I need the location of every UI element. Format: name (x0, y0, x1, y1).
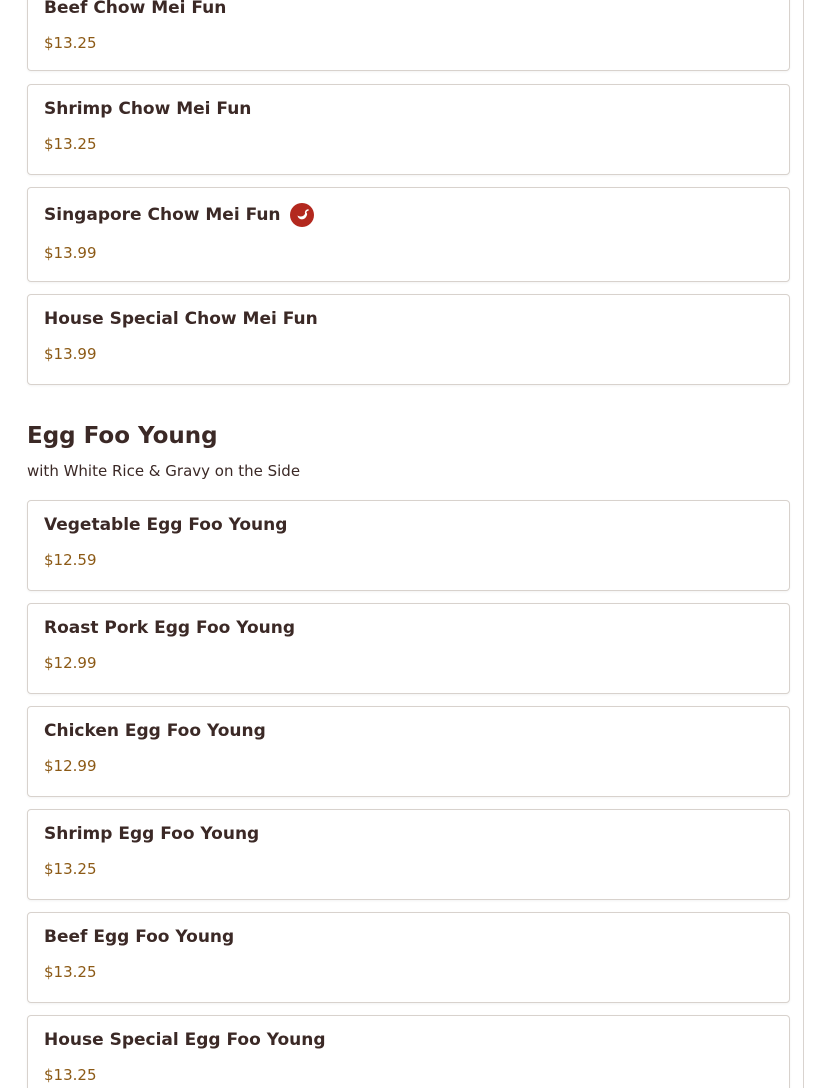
menu-item-name: Roast Pork Egg Foo Young (44, 618, 296, 638)
menu-item-price: $12.99 (44, 654, 97, 672)
menu-item-price: $13.99 (44, 345, 97, 363)
menu-item-name: House Special Chow Mei Fun (44, 309, 318, 329)
menu-item-card[interactable] (27, 500, 790, 591)
menu-item-price: $12.99 (44, 757, 97, 775)
menu-item-price: $13.25 (44, 1066, 97, 1084)
menu-item-name: Beef Chow Mei Fun (44, 0, 227, 18)
menu-item-card[interactable] (27, 706, 790, 797)
menu-item-price: $13.25 (44, 860, 97, 878)
menu-item-card[interactable] (27, 809, 790, 900)
menu-item-price: $13.25 (44, 135, 97, 153)
menu-item-name: Shrimp Egg Foo Young (44, 824, 260, 844)
menu-item-card[interactable] (27, 294, 790, 385)
menu-item-name: Shrimp Chow Mei Fun (44, 99, 252, 119)
menu-item-card[interactable] (27, 0, 790, 71)
spicy-chili-icon (290, 203, 314, 227)
menu-item-name: Chicken Egg Foo Young (44, 721, 266, 741)
menu-item-name: Beef Egg Foo Young (44, 927, 235, 947)
scrollbar-track[interactable] (803, 0, 804, 1088)
menu-item-name-row (44, 203, 314, 227)
menu-item-price: $13.99 (44, 244, 97, 262)
menu-item-card[interactable] (27, 187, 790, 282)
menu-item-card[interactable] (27, 603, 790, 694)
menu-item-price: $13.25 (44, 34, 97, 52)
menu-item-price: $12.59 (44, 551, 97, 569)
menu-item-card[interactable] (27, 912, 790, 1003)
menu-item-card[interactable] (27, 84, 790, 175)
menu-item-name: Singapore Chow Mei Fun (44, 205, 281, 225)
menu-item-price: $13.25 (44, 963, 97, 981)
menu-item-name: House Special Egg Foo Young (44, 1030, 326, 1050)
section-title: Egg Foo Young (27, 423, 218, 449)
menu-item-card[interactable] (27, 1015, 790, 1088)
menu-item-name: Vegetable Egg Foo Young (44, 515, 288, 535)
section-description: with White Rice & Gravy on the Side (27, 462, 301, 480)
